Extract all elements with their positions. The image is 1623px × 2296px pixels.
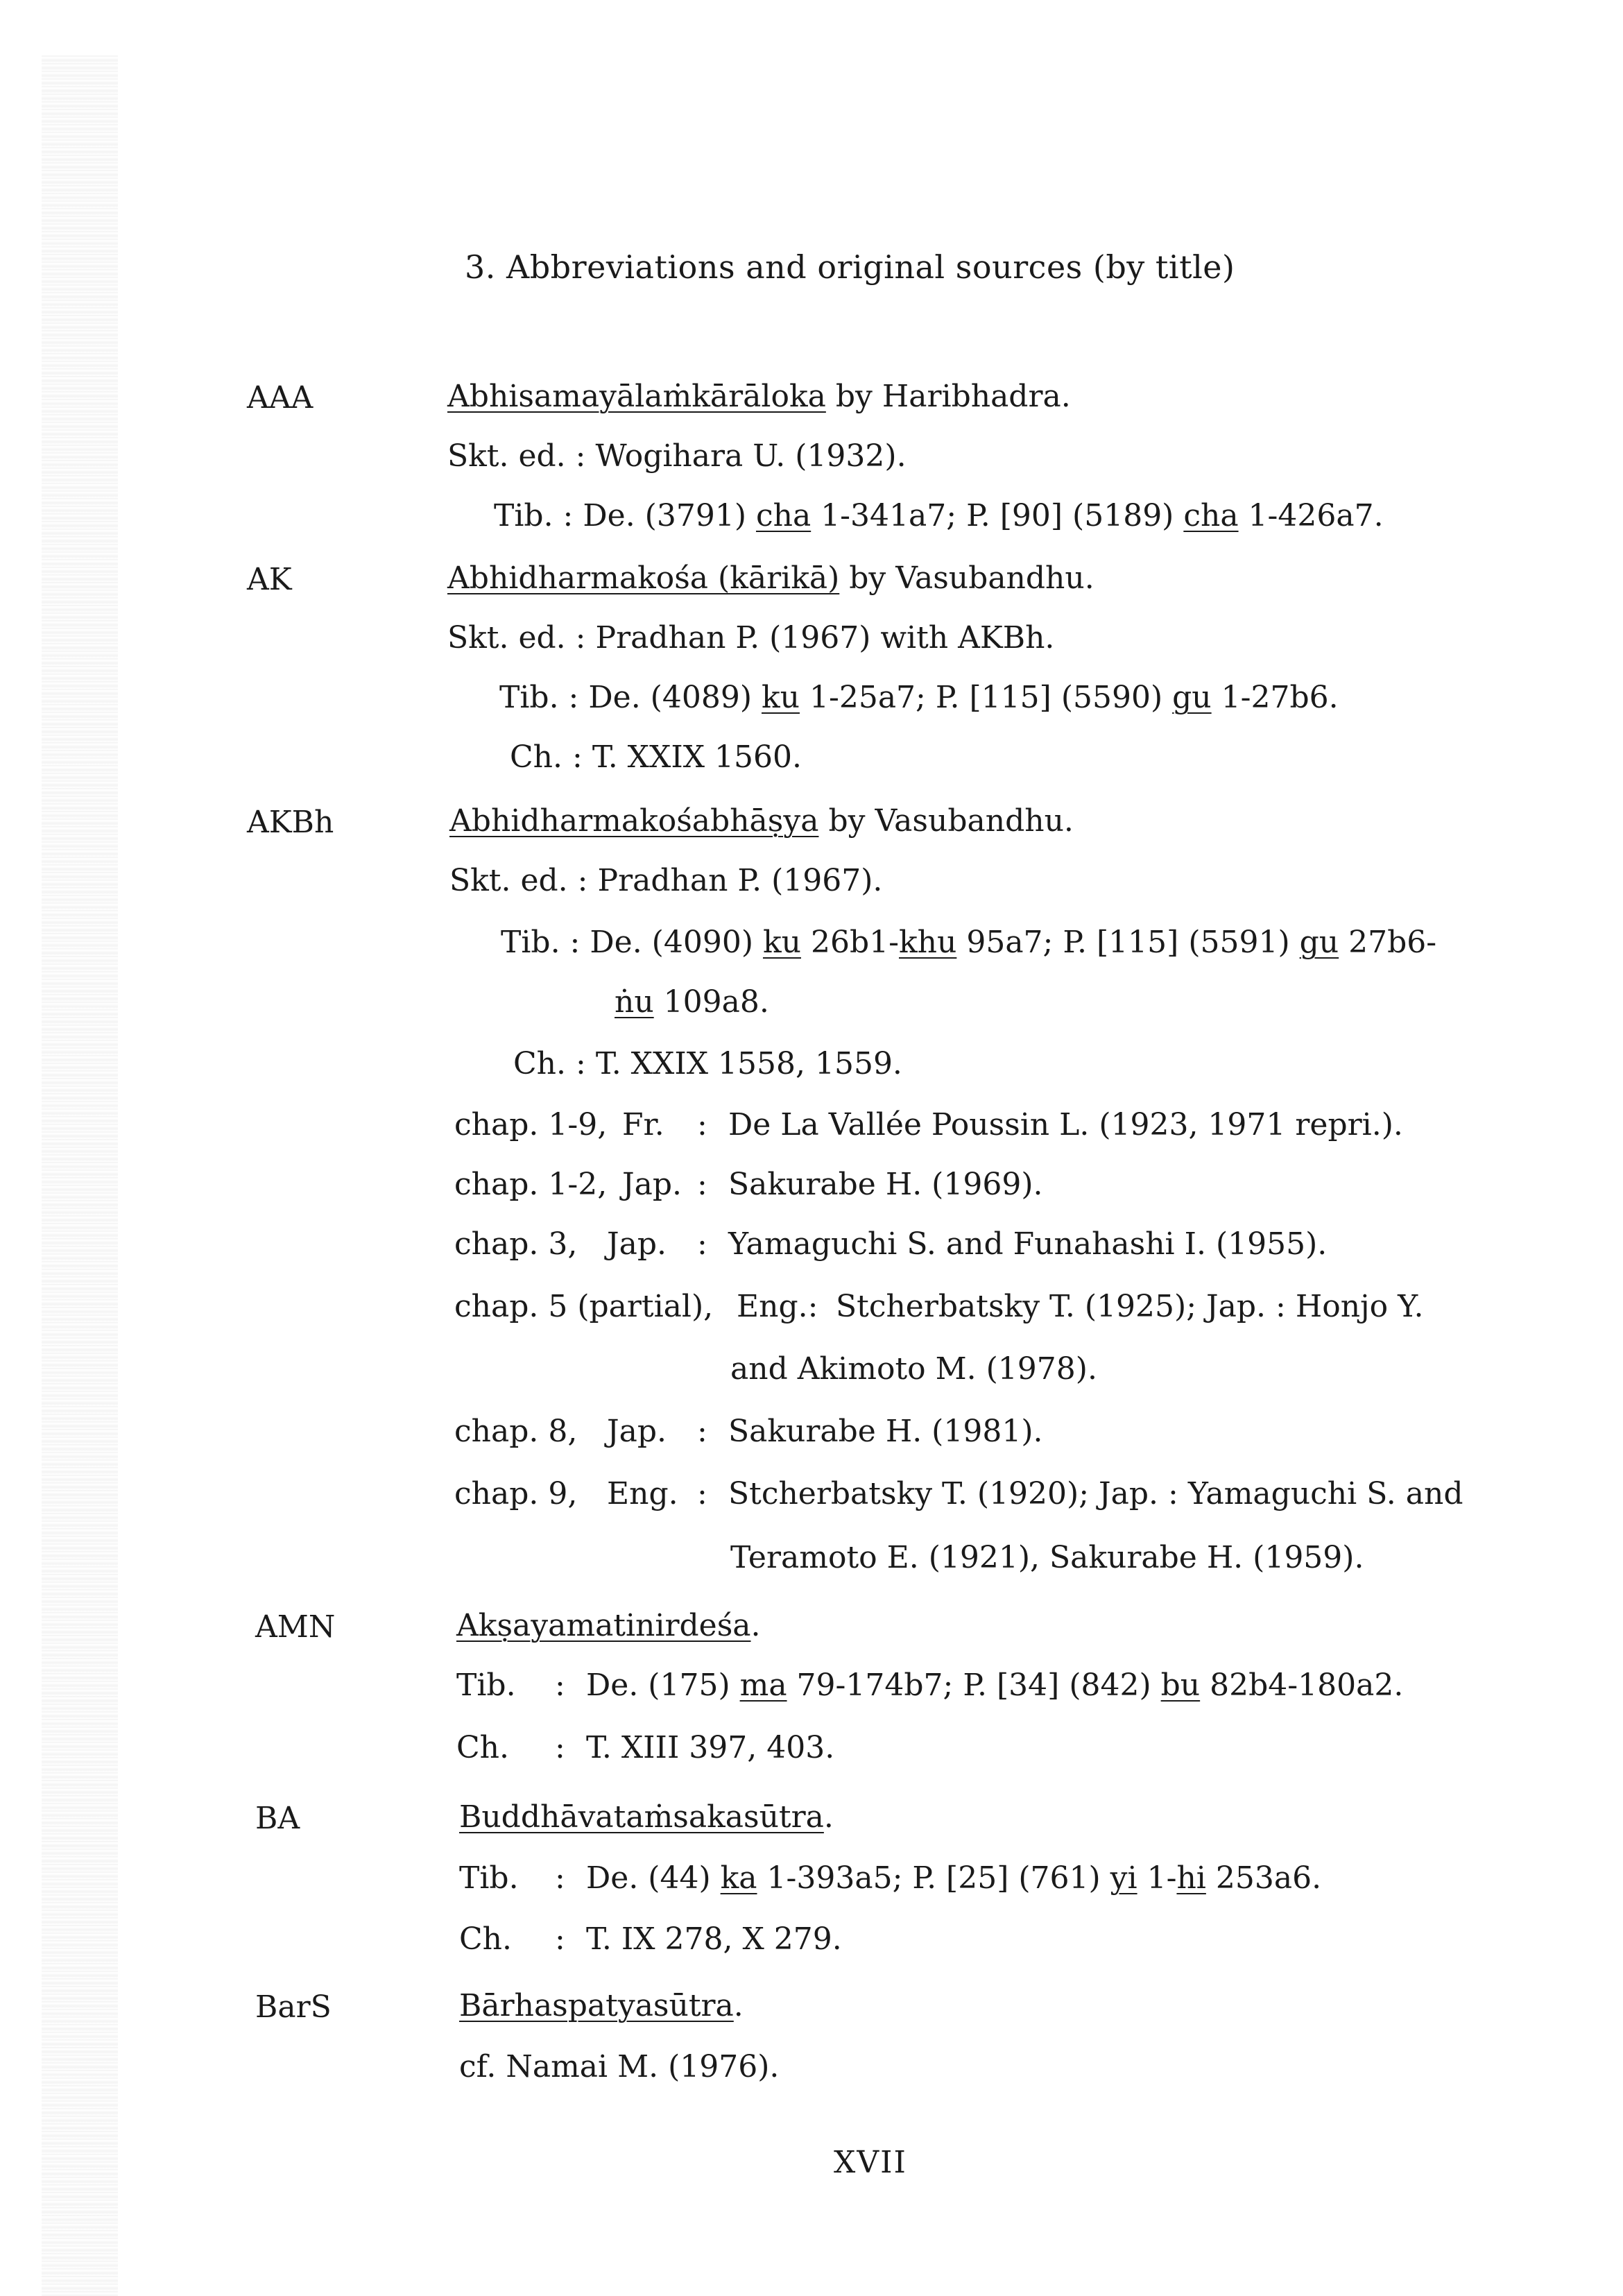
value-part: 1-27b6.: [1211, 680, 1339, 715]
label: Skt. ed. :: [447, 620, 586, 656]
entry-ak-skt: [447, 622, 1054, 655]
abbr-amn: AMN: [255, 1609, 336, 1645]
title-text: Abhidharmakośabhāṣya: [449, 803, 819, 839]
title-text: Akṣayamatinirdeśa: [456, 1608, 751, 1643]
title-text: Bārhaspatyasūtra: [459, 1988, 734, 2023]
value-part: 1-341a7; P. [90] (5189): [811, 498, 1184, 533]
translation-colon: :: [697, 1226, 707, 1262]
translation-colon: :: [697, 1414, 707, 1449]
translation-colon: :: [697, 1167, 707, 1202]
translation-value: Sakurabe H. (1981).: [728, 1414, 1043, 1449]
title-text: Buddhāvataṁsakasūtra: [459, 1799, 824, 1835]
value-part: De. (4090): [590, 925, 763, 960]
title-rest: .: [750, 1608, 761, 1643]
label: Tib. :: [501, 925, 581, 960]
title-rest: by Vasubandhu.: [839, 560, 1094, 596]
entry-ak-tib: [499, 681, 1339, 714]
value-part: De. (3791): [583, 498, 756, 533]
translation-row: [454, 1228, 577, 1261]
entry-ba-tib: [586, 1862, 1321, 1895]
translation-lang: Jap.: [607, 1414, 667, 1449]
entry-ba-tib-label: Tib.: [459, 1860, 519, 1896]
entry-amn-ch-label: Ch.: [456, 1730, 509, 1765]
value: Wogihara U. (1932).: [595, 438, 907, 474]
chapter: chap. 1-9,: [454, 1107, 608, 1142]
translation-lang: Eng.: [607, 1476, 678, 1511]
entry-bars-title: [459, 1989, 744, 2023]
underlined-vol: yi: [1110, 1860, 1137, 1896]
chapter: chap. 9,: [454, 1476, 578, 1511]
value: T. XXIX 1558, 1559.: [595, 1046, 902, 1081]
underlined-vol: cha: [755, 498, 812, 533]
translation-value-cont: and Akimoto M. (1978).: [730, 1351, 1097, 1387]
entry-akbh-tib: [501, 926, 1436, 959]
translation-row: [454, 1415, 577, 1448]
value-part: 27b6-: [1339, 925, 1437, 960]
entry-aaa-skt: [447, 440, 907, 473]
translation-value: Yamaguchi S. and Funahashi I. (1955).: [728, 1226, 1328, 1262]
label: Tib. :: [494, 498, 574, 533]
translation-colon: :: [697, 1107, 707, 1142]
underlined-vol: ka: [720, 1860, 757, 1896]
entry-ba-ch: T. IX 278, X 279.: [586, 1921, 842, 1957]
translation-value: Stcherbatsky T. (1925); Jap. : Honjo Y.: [836, 1289, 1424, 1324]
translation-row: [454, 1290, 713, 1323]
value-part: 1-426a7.: [1238, 498, 1384, 533]
value-part: 1-393a5; P. [25] (761): [757, 1860, 1110, 1896]
abbr-ak: AK: [247, 562, 292, 597]
translation-colon: :: [697, 1476, 707, 1511]
title-text: Abhidharmakośa (kārikā): [447, 560, 840, 596]
title-rest: .: [823, 1799, 834, 1835]
chapter: chap. 8,: [454, 1414, 578, 1449]
underlined-vol: hi: [1176, 1860, 1206, 1896]
value-part: 95a7; P. [115] (5591): [956, 925, 1300, 960]
underlined-vol: ṅu: [615, 984, 654, 1020]
entry-aaa-tib: [494, 499, 1384, 533]
label: Tib. :: [499, 680, 579, 715]
entry-bars-cf: cf. Namai M. (1976).: [459, 2049, 780, 2084]
value-part: 1-: [1137, 1860, 1177, 1896]
entry-ba-title: [459, 1801, 834, 1834]
value-part: De. (44): [586, 1860, 721, 1896]
value-part: De. (175): [586, 1668, 740, 1703]
underlined-vol: ku: [762, 925, 801, 960]
value-part: 82b4-180a2.: [1200, 1668, 1404, 1703]
entry-akbh-ch: [513, 1047, 902, 1081]
underlined-vol: gu: [1172, 680, 1212, 715]
entry-ba-ch-colon: :: [555, 1921, 565, 1957]
translation-value: De La Vallée Poussin L. (1923, 1971 repri.).: [728, 1107, 1403, 1142]
underlined-vol: cha: [1183, 498, 1239, 533]
value: Pradhan P. (1967).: [597, 863, 883, 898]
translation-value: Sakurabe H. (1969).: [728, 1167, 1043, 1202]
abbr-aaa: AAA: [247, 380, 314, 415]
chapter: chap. 3,: [454, 1226, 578, 1262]
underlined-vol: khu: [899, 925, 957, 960]
entry-amn-tib-label: Tib.: [456, 1668, 516, 1703]
translation-row: [454, 1108, 607, 1142]
value-part: 26b1-: [800, 925, 899, 960]
underlined-vol: ma: [739, 1668, 787, 1703]
translation-row: [454, 1477, 577, 1511]
entry-amn-ch: T. XIII 397, 403.: [586, 1730, 835, 1765]
label: Skt. ed. :: [447, 438, 586, 474]
abbr-akbh: AKBh: [247, 805, 334, 840]
value: T. XXIX 1560.: [592, 739, 802, 775]
entry-akbh-title: [449, 805, 1074, 838]
label: Ch. :: [510, 739, 583, 775]
chapter: chap. 1-2,: [454, 1167, 608, 1202]
entry-amn-tib-colon: :: [555, 1668, 565, 1703]
entry-ba-ch-label: Ch.: [459, 1921, 512, 1957]
translation-lang: Jap.: [622, 1167, 682, 1202]
entry-amn-ch-colon: :: [555, 1730, 565, 1765]
title-text: Abhisamayālaṁkārāloka: [447, 379, 826, 414]
label: Skt. ed. :: [449, 863, 588, 898]
entry-ak-title: [447, 562, 1094, 595]
abbr-ba: BA: [255, 1801, 300, 1836]
entry-amn-title: [456, 1609, 761, 1643]
value-part: 79-174b7; P. [34] (842): [787, 1668, 1161, 1703]
label: Ch. :: [513, 1046, 586, 1081]
value-part: 1-25a7; P. [115] (5590): [799, 680, 1173, 715]
section-heading: 3. Abbreviations and original sources (by title): [465, 248, 1235, 286]
translation-lang: Jap.: [607, 1226, 667, 1262]
entry-akbh-skt: [449, 864, 882, 898]
value: Pradhan P. (1967) with AKBh.: [595, 620, 1055, 656]
title-rest: by Vasubandhu.: [818, 803, 1074, 839]
entry-akbh-tib-cont: [615, 986, 769, 1019]
value-part: 253a6.: [1205, 1860, 1322, 1896]
underlined-vol: gu: [1299, 925, 1339, 960]
value-part: 109a8.: [653, 984, 769, 1020]
translation-row: [454, 1168, 607, 1201]
translation-lang: Fr.: [622, 1107, 664, 1142]
translation-value-cont: Teramoto E. (1921), Sakurabe H. (1959).: [730, 1540, 1364, 1575]
title-rest: by Haribhadra.: [825, 379, 1071, 414]
entry-amn-tib: [586, 1669, 1403, 1702]
translation-value: Stcherbatsky T. (1920); Jap. : Yamaguchi S. and: [728, 1476, 1463, 1511]
entry-aaa-title: [447, 380, 1071, 413]
abbr-bars: BarS: [255, 1989, 332, 2025]
chapter: chap. 5 (partial),: [454, 1289, 714, 1324]
underlined-vol: bu: [1160, 1668, 1201, 1703]
title-rest: .: [733, 1988, 744, 2023]
entry-ak-ch: [510, 741, 802, 774]
translation-lang: Eng.:: [737, 1289, 818, 1324]
scan-shadow-edge: [42, 55, 118, 2296]
page-number: XVII: [834, 2145, 907, 2180]
value-part: De. (4089): [588, 680, 762, 715]
underlined-vol: ku: [761, 680, 800, 715]
entry-ba-tib-colon: :: [555, 1860, 565, 1896]
